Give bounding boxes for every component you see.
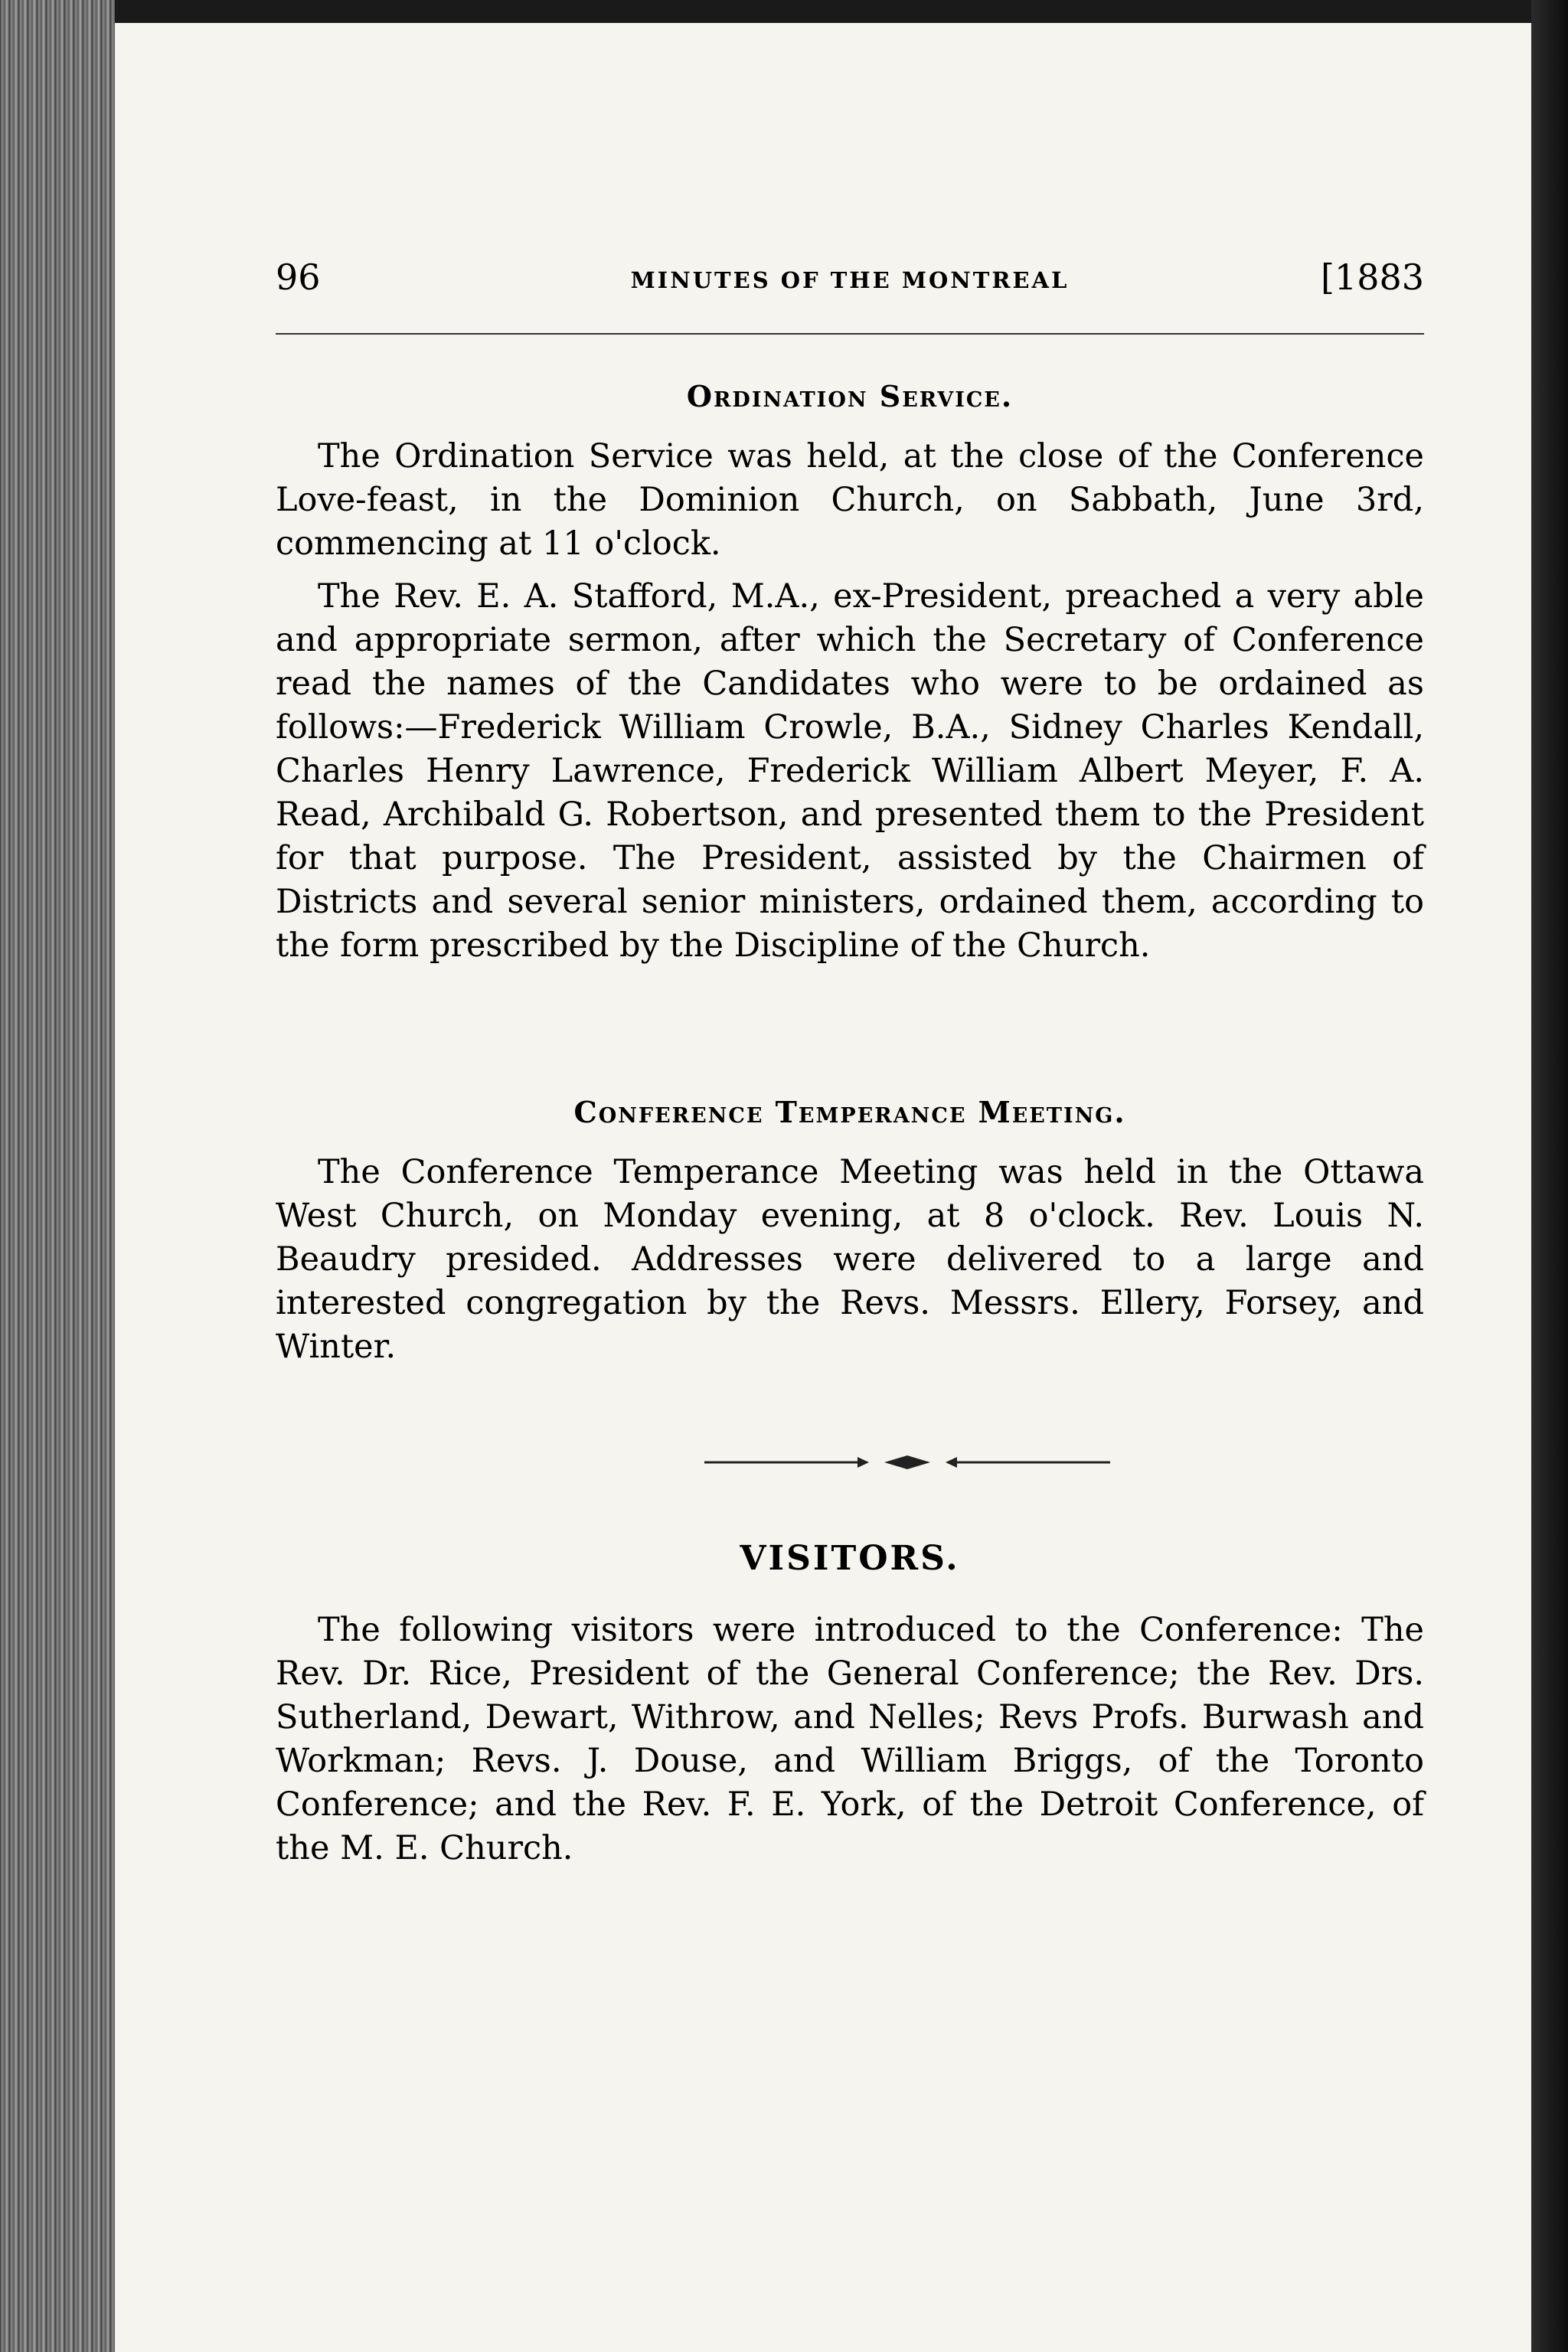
running-title: MINUTES OF THE MONTREAL (630, 267, 1070, 293)
page-number: 96 (276, 256, 321, 298)
book-page-edges (0, 0, 115, 2352)
running-year: [1883 (1320, 256, 1424, 298)
ornamental-divider (704, 1451, 1110, 1474)
header-rule (276, 333, 1424, 335)
running-head (276, 256, 1424, 318)
ordination-heading: Ordination Service. (686, 379, 1014, 413)
visitors-paragraph: The following visitors were introduced to the Conference: The Rev. Dr. Rice, President of the General Conference; the Rev. Drs. Sutherland, Dewart, Withrow, and Nelles; Revs Profs. Burwash and Workman; Revs. J. Douse, and William Briggs, of the Toronto Conference; and the Rev. F. E. York, of the Detroit Conference, of the M. E. Church. (276, 1611, 1424, 1867)
visitors-section (276, 1539, 1424, 1870)
ordination-section (276, 379, 1424, 968)
temperance-paragraph: The Conference Temperance Meeting was held in the Ottawa West Church, on Monday evening, at 8 o'clock. Rev. Louis N. Beaudry presided. Addresses were delivered to a large and interested congregation by the Revs. Messrs. Ellery, Forsey, and Winter. (276, 1153, 1424, 1366)
visitors-heading: VISITORS. (740, 1539, 960, 1578)
temperance-section (276, 1095, 1424, 1369)
temperance-heading: Conference Temperance Meeting. (573, 1095, 1126, 1129)
book-gutter-shadow (1531, 0, 1568, 2352)
ordination-paragraph-2: The Rev. E. A. Stafford, M.A., ex-President, preached a very able and appropriate sermon, after which the Secretary of Conference read the names of the Candidates who were to be ordained as follows:—Frederick William Crowle, B.A., Sidney Charles Kendall, Charles Henry Lawrence, Frederick William Albert Meyer, F. A. Read, Archibald G. Robertson, and presented them to the President for that purpose. The President, assisted by the Chairmen of Districts and several senior ministers, ordained them, according to the form prescribed by the Discipline of the Church. (276, 577, 1424, 965)
ordination-paragraph-1: The Ordination Service was held, at the close of the Conference Love-feast, in the Dominion Church, on Sabbath, June 3rd, commencing at 11 o'clock. (276, 437, 1424, 563)
